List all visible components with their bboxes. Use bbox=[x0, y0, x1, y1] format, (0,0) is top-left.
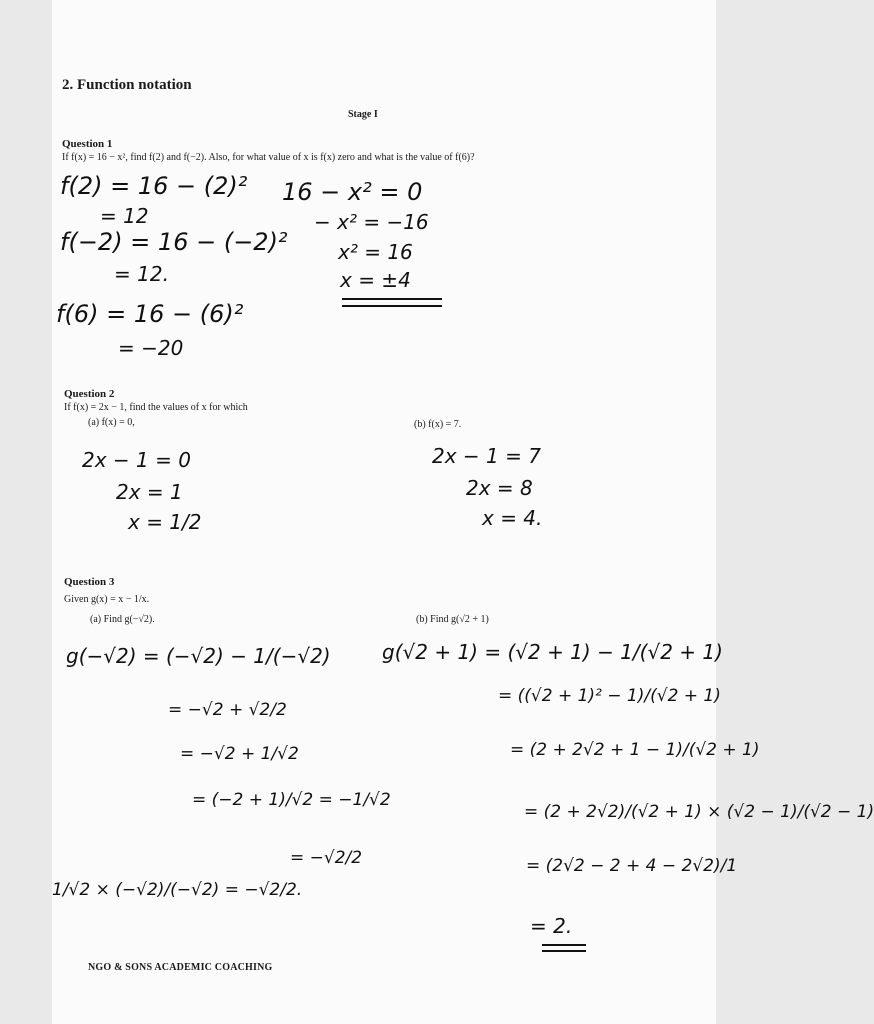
q2-work-a-3: x = 1/2 bbox=[128, 510, 202, 534]
q1-work-left-2: = 12 bbox=[100, 204, 149, 228]
q1-work-right-1: 16 − x² = 0 bbox=[282, 178, 423, 206]
q2-label: Question 2 bbox=[64, 388, 115, 400]
q3-part-a-label: (a) Find g(−√2). bbox=[90, 614, 155, 625]
q1-work-left-5: f(6) = 16 − (6)² bbox=[56, 300, 244, 328]
answer-underline bbox=[342, 298, 442, 300]
q2-text: If f(x) = 2x − 1, find the values of x for which bbox=[64, 402, 248, 413]
q2-work-a-2: 2x = 1 bbox=[116, 480, 183, 504]
section-heading: 2. Function notation bbox=[62, 77, 192, 93]
q2-part-a-label: (a) f(x) = 0, bbox=[88, 417, 135, 428]
q1-work-left-6: = −20 bbox=[118, 336, 184, 360]
q3-work-a-1: g(−√2) = (−√2) − 1/(−√2) bbox=[66, 644, 331, 668]
final-answer-underline bbox=[542, 944, 586, 946]
q2-work-b-3: x = 4. bbox=[482, 506, 543, 530]
q3-work-b-1: g(√2 + 1) = (√2 + 1) − 1/(√2 + 1) bbox=[382, 640, 723, 664]
q3-work-b-4: = (2 + 2√2)/(√2 + 1) × (√2 − 1)/(√2 − 1) bbox=[524, 802, 874, 822]
final-answer-double-underline bbox=[542, 950, 586, 952]
q3-work-a-6: 1/√2 × (−√2)/(−√2) = −√2/2. bbox=[52, 880, 303, 900]
q1-label: Question 1 bbox=[62, 138, 113, 150]
q3-label: Question 3 bbox=[64, 576, 115, 588]
q1-work-left-4: = 12. bbox=[114, 262, 169, 286]
q1-work-right-4: x = ±4 bbox=[340, 268, 411, 292]
q1-work-left-1: f(2) = 16 − (2)² bbox=[60, 172, 248, 200]
q3-work-b-2: = ((√2 + 1)² − 1)/(√2 + 1) bbox=[498, 686, 721, 706]
q1-text: If f(x) = 16 − x², find f(2) and f(−2). Also, for what value of x is f(x) zero and what is the value of f(6)? bbox=[62, 152, 475, 163]
q3-work-b-3: = (2 + 2√2 + 1 − 1)/(√2 + 1) bbox=[510, 740, 760, 760]
q1-work-left-3: f(−2) = 16 − (−2)² bbox=[60, 228, 288, 256]
q3-work-b-5: = (2√2 − 2 + 4 − 2√2)/1 bbox=[526, 856, 738, 876]
q2-work-a-1: 2x − 1 = 0 bbox=[82, 448, 191, 472]
q3-work-a-5: = −√2/2 bbox=[290, 848, 363, 868]
q3-work-a-4: = (−2 + 1)/√2 = −1/√2 bbox=[192, 790, 391, 810]
answer-double-underline bbox=[342, 305, 442, 307]
q3-work-a-2: = −√2 + √2/2 bbox=[168, 700, 287, 720]
stage-label: Stage I bbox=[348, 109, 378, 120]
q1-work-right-3: x² = 16 bbox=[338, 240, 413, 264]
q3-part-b-label: (b) Find g(√2 + 1) bbox=[416, 614, 489, 625]
footer-text: NGO & SONS ACADEMIC COACHING bbox=[88, 962, 273, 973]
q2-part-b-label: (b) f(x) = 7. bbox=[414, 419, 462, 430]
q3-work-a-3: = −√2 + 1/√2 bbox=[180, 744, 299, 764]
worksheet-page bbox=[52, 0, 874, 1024]
q1-work-right-2: − x² = −16 bbox=[314, 210, 429, 234]
q3-work-b-6: = 2. bbox=[530, 914, 573, 938]
q2-work-b-1: 2x − 1 = 7 bbox=[432, 444, 541, 468]
q2-work-b-2: 2x = 8 bbox=[466, 476, 533, 500]
q3-text: Given g(x) = x − 1/x. bbox=[64, 594, 150, 605]
